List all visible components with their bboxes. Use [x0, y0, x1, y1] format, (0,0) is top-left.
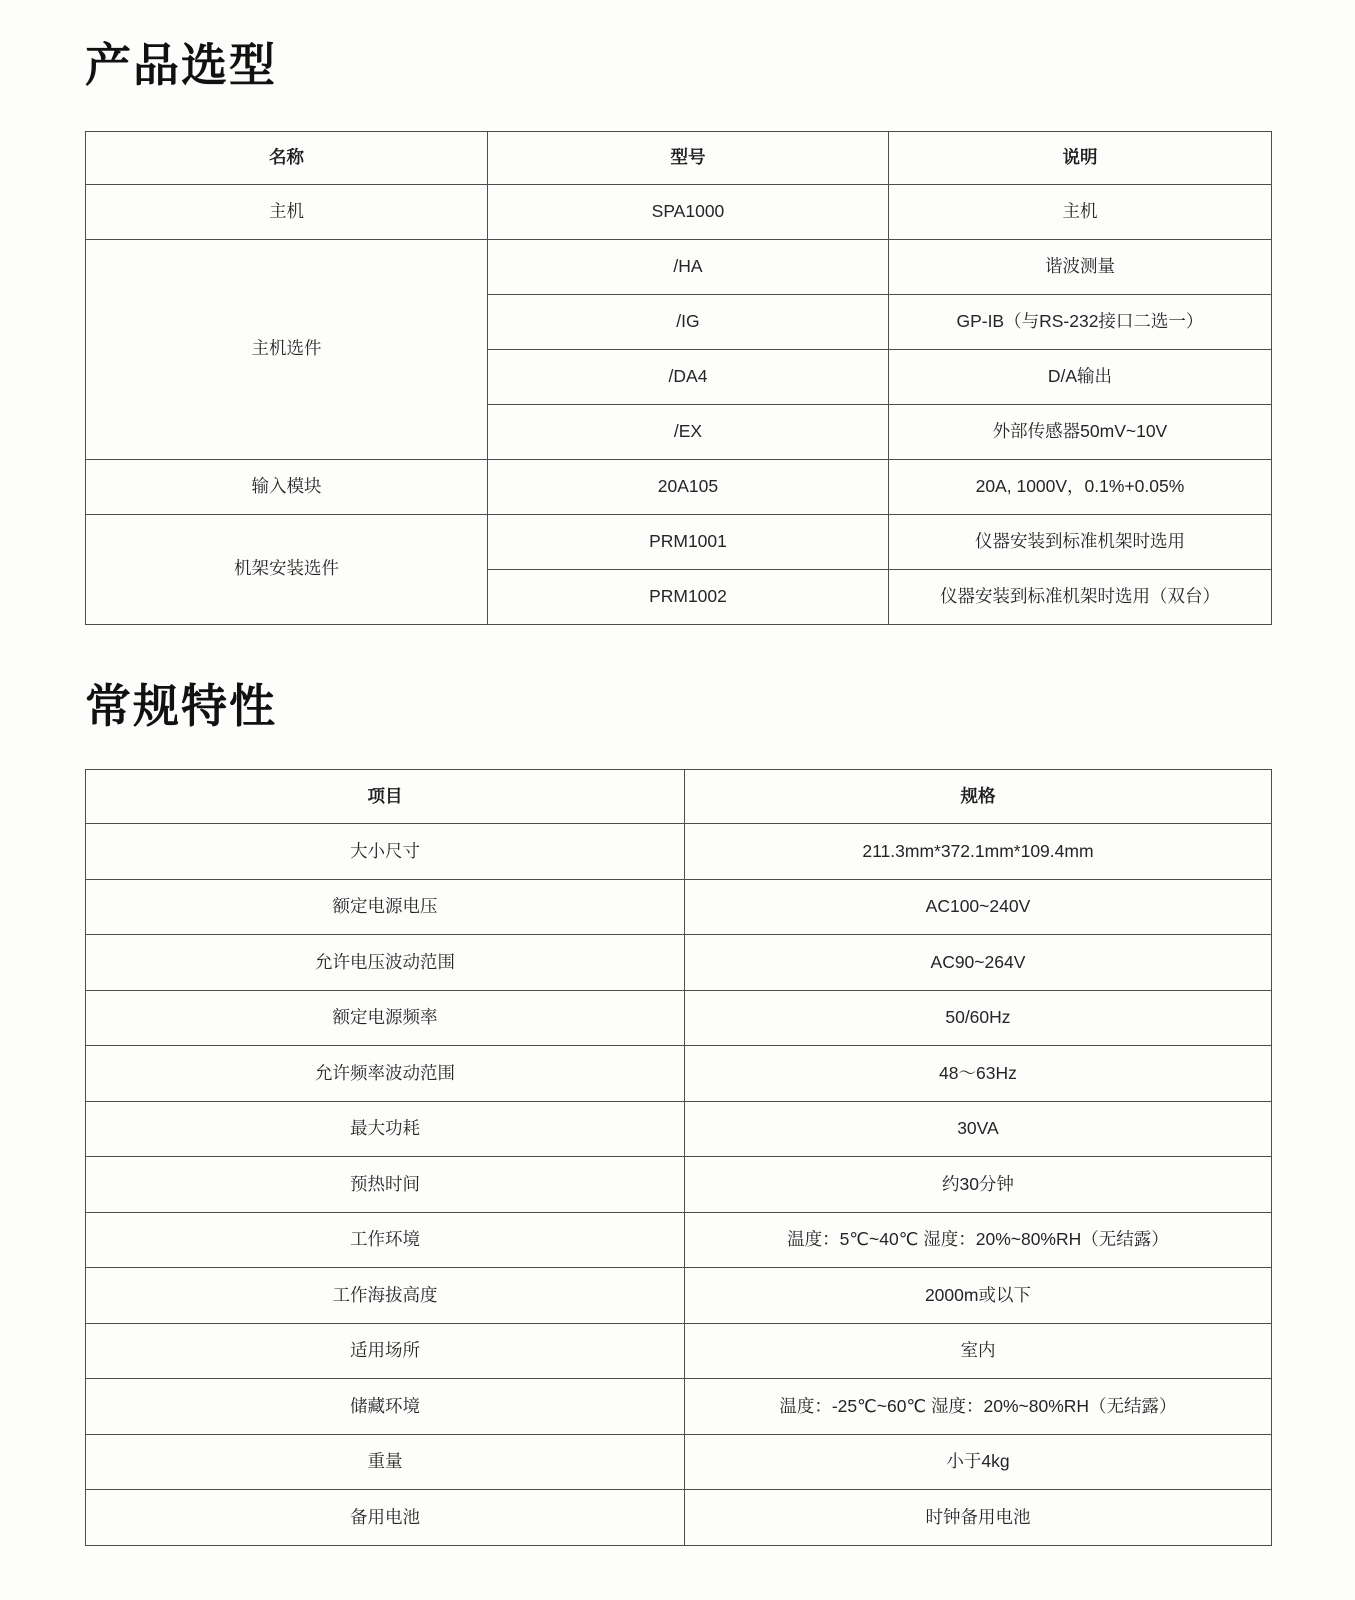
section-title-product-selection: 产品选型: [85, 39, 277, 91]
cell-model: /EX: [488, 404, 889, 459]
general-characteristics-table: [85, 769, 1272, 1546]
cell-item: 最大功耗: [86, 1101, 685, 1157]
cell-name-merged: 主机选件: [86, 239, 488, 459]
column-header-spec: 规格: [684, 770, 1271, 824]
cell-item: 允许频率波动范围: [86, 1046, 685, 1102]
cell-description: 20A, 1000V，0.1%+0.05%: [888, 459, 1271, 514]
cell-model: /IG: [488, 294, 889, 349]
cell-description: GP-IB（与RS-232接口二选一）: [888, 294, 1271, 349]
cell-description: 主机: [888, 184, 1271, 239]
cell-item: 储藏环境: [86, 1379, 685, 1435]
cell-name-merged: 机架安装选件: [86, 514, 488, 624]
table-row: [86, 1379, 1272, 1435]
cell-description: 谐波测量: [888, 239, 1271, 294]
cell-spec: 30VA: [684, 1101, 1271, 1157]
table-header-row: [86, 770, 1272, 824]
column-header-name: 名称: [86, 131, 488, 184]
table-row: [86, 1046, 1272, 1102]
cell-model: SPA1000: [488, 184, 889, 239]
cell-spec: 小于4kg: [684, 1434, 1271, 1490]
cell-item: 允许电压波动范围: [86, 935, 685, 991]
cell-spec: 2000m或以下: [684, 1268, 1271, 1324]
cell-model: PRM1001: [488, 514, 889, 569]
cell-item: 预热时间: [86, 1157, 685, 1213]
table-row: [86, 1490, 1272, 1546]
table-row: [86, 239, 1272, 294]
cell-item: 额定电源频率: [86, 990, 685, 1046]
cell-model: /HA: [488, 239, 889, 294]
cell-spec: 50/60Hz: [684, 990, 1271, 1046]
cell-spec: AC100~240V: [684, 879, 1271, 935]
table-row: [86, 1434, 1272, 1490]
cell-spec: 室内: [684, 1323, 1271, 1379]
cell-description: 仪器安装到标准机架时选用: [888, 514, 1271, 569]
table-row: [86, 990, 1272, 1046]
table-header-row: [86, 131, 1272, 184]
cell-spec: 温度：-25℃~60℃ 湿度：20%~80%RH（无结露）: [684, 1379, 1271, 1435]
table-row: [86, 184, 1272, 239]
cell-model: PRM1002: [488, 569, 889, 624]
cell-model: 20A105: [488, 459, 889, 514]
cell-item: 大小尺寸: [86, 824, 685, 880]
cell-spec: 211.3mm*372.1mm*109.4mm: [684, 824, 1271, 880]
cell-spec: 时钟备用电池: [684, 1490, 1271, 1546]
column-header-model: 型号: [488, 131, 889, 184]
table-row: [86, 459, 1272, 514]
cell-spec: 温度：5℃~40℃ 湿度：20%~80%RH（无结露）: [684, 1212, 1271, 1268]
table-row: [86, 514, 1272, 569]
cell-item: 重量: [86, 1434, 685, 1490]
cell-item: 额定电源电压: [86, 879, 685, 935]
column-header-item: 项目: [86, 770, 685, 824]
cell-description: D/A输出: [888, 349, 1271, 404]
table-row: [86, 935, 1272, 991]
table-row: [86, 1101, 1272, 1157]
cell-spec: 48～63Hz: [684, 1046, 1271, 1102]
table-row: [86, 1157, 1272, 1213]
table-row: [86, 1212, 1272, 1268]
cell-item: 工作海拔高度: [86, 1268, 685, 1324]
table-row: [86, 879, 1272, 935]
section-title-general-characteristics: 常规特性: [85, 679, 277, 732]
cell-name: 主机: [86, 184, 488, 239]
cell-spec: AC90~264V: [684, 935, 1271, 991]
cell-description: 外部传感器50mV~10V: [888, 404, 1271, 459]
cell-item: 适用场所: [86, 1323, 685, 1379]
cell-spec: 约30分钟: [684, 1157, 1271, 1213]
cell-model: /DA4: [488, 349, 889, 404]
cell-item: 工作环境: [86, 1212, 685, 1268]
table-row: [86, 824, 1272, 880]
cell-item: 备用电池: [86, 1490, 685, 1546]
table-row: [86, 1323, 1272, 1379]
cell-description: 仪器安装到标准机架时选用（双台）: [888, 569, 1271, 624]
product-selection-table: [85, 131, 1272, 625]
cell-name: 输入模块: [86, 459, 488, 514]
table-row: [86, 1268, 1272, 1324]
column-header-description: 说明: [888, 131, 1271, 184]
